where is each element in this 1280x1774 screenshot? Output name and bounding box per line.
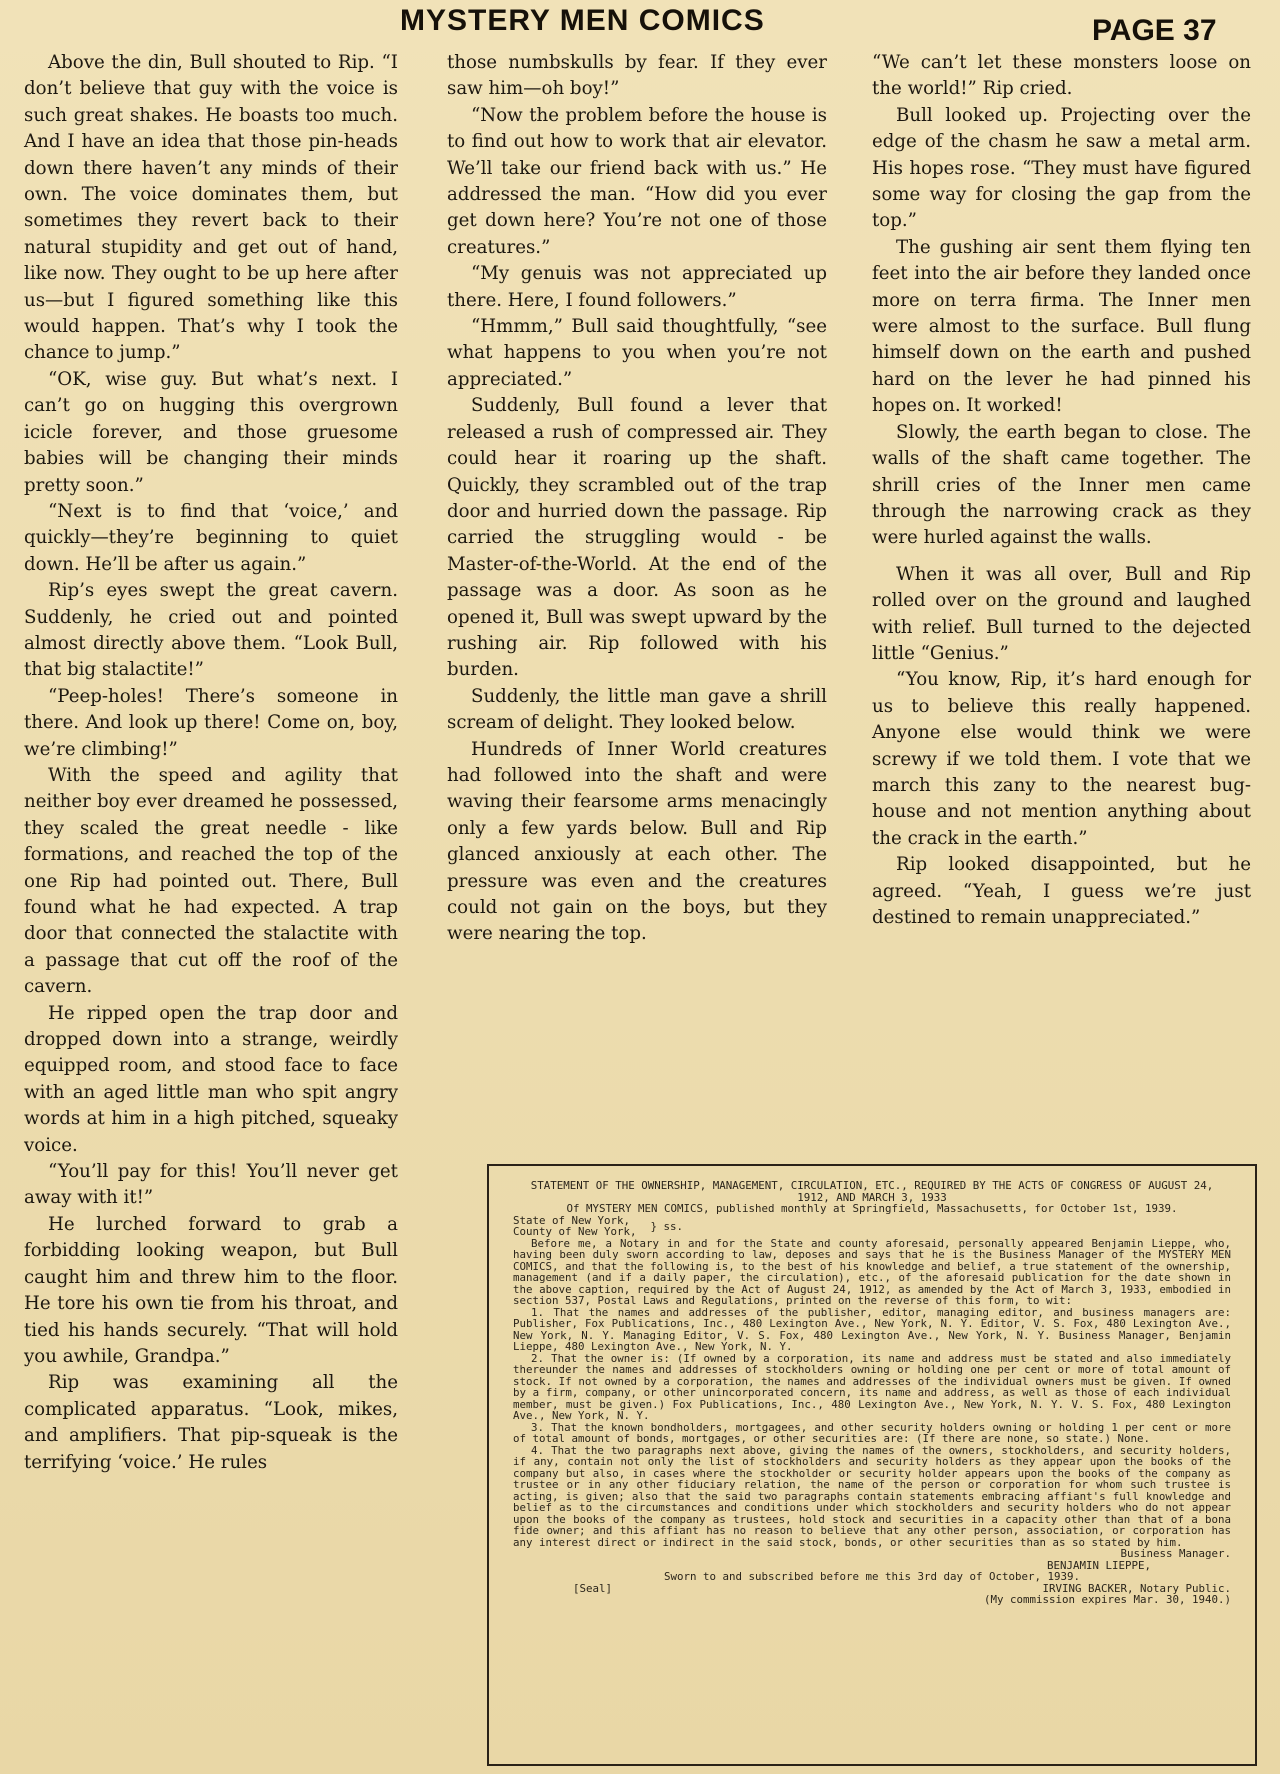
story-column-3 [872,50,1251,931]
statement-paragraph: 3. That the known bondholders, mortgagees, and other security holders owning or holding 1 per cent or more of total amount of bonds, mortgages, or other securities are: (If there are none, so state.) None. [513,1420,1231,1445]
statement-paragraph: 4. That the two paragraphs next above, giving the names of the owners, stockholders, and security holders, if any, contain not only the list of stockholders and security holders as they appear upon the books of the company but also, in cases where the stockholder or security holder appears upon the books of the company as trustee or in any other fiduciary relation, the name of the person or corporation for whom such trustee is acting, is given; also that the said two paragraphs contain statements embracing affiant's full knowledge and belief as to the circumstances and conditions under which stockholders and security holders who do not appear upon the books of the company as trustees, hold stock and securities in a capacity other than that of a bona fide owner; and this affiant has no reason to believe that any other person, association, or corporation has any interest direct or indirect in the said stock, bonds, or other securities than as so stated by him. [513,1443,1231,1549]
story-paragraph: Suddenly, the little man gave a shrill scream of delight. They looked below. [447,685,827,734]
commission-line: (My commission expires Mar. 30, 1940.) [983,1593,1231,1606]
notary-name: IRVING BACKER, Notary Public. [1042,1581,1231,1595]
story-paragraph: “We can’t let these monsters loose on the world!” Rip cried. [872,52,1251,100]
statement-subheading: Of MYSTERY MEN COMICS, published monthly at Springfield, Massachusetts, for October 1st, 1939. [566,1202,1178,1215]
story-paragraph: “You’ll pay for this! You’ll never get away with it!” [24,1161,398,1209]
sworn-line: Sworn to and subscribed before me this 3rd day of October, 1939. [663,1570,1081,1583]
statement-heading: STATEMENT OF THE OWNERSHIP, MANAGEMENT, CIRCULATION, ETC., REQUIRED BY THE ACTS OF CONGRESS OF AUGUST 24, 1912, AND MARCH 3, 1933 [530,1179,1214,1204]
story-paragraph: Above the din, Bull shouted to Rip. “I don’t believe that guy with the voice is such great shakes. He boasts too much. And I have an idea that those pin-heads down there haven’t any minds of their own. The voice dominates them, but sometimes they revert back to their natural stupidity and get out of hand, like now. They ought to be up here after us—but I figured something like this would happen. That’s why I took the chance to jump.” [24,52,398,364]
ss-mark: } ss. [650,1219,684,1233]
story-paragraph: Slowly, the earth began to close. The walls of the shaft came together. The shrill cries of the Inner men came through the narrowing crack as they were hurled against the walls. [872,421,1251,549]
county-line: County of New York, [513,1225,637,1238]
story-paragraph: He ripped open the trap door and dropped down into a strange, weirdly equipped room, and stood face to face with an aged little man who spit angry words at him in a high pitched, squeaky voice. [24,1002,398,1156]
page-number: PAGE 37 [1092,14,1217,47]
signature-title: Business Manager. [1120,1547,1231,1560]
story-paragraph: Bull looked up. Projecting over the edge of the chasm he saw a metal arm. His hopes rose. “They must have figured some way for closing the gap from the top.” [872,104,1251,232]
story-paragraph: “Now the problem before the house is to find out how to work that air elevator. We’ll take our friend back with us.” He addressed the man. “How did you ever get down here? You’re not one of those creatures.” [447,104,827,258]
story-paragraph: When it was all over, Bull and Rip rolled over on the ground and laughed with relief. Bull turned to the dejected little “Genius.” [872,563,1251,664]
story-paragraph: “Hmmm,” Bull said thoughtfully, “see what happens to you when you’re not appreciated.” [447,316,827,390]
story-paragraph: “Next is to find that ‘voice,’ and quickly—they’re beginning to quiet down. He’ll be after us again.” [24,500,398,575]
story-paragraph: “Peep-holes! There’s someone in there. And look up there! Come on, boy, we’re climbing!” [24,685,398,760]
story-paragraph: He lurched forward to grab a forbidding looking weapon, but Bull caught him and threw him to the floor. He tore his own tie from his throat, and tied his hands securely. “That will hold you awhile, Grandpa.” [24,1213,398,1367]
story-paragraph: “My genuis was not appreciated up there. Here, I found followers.” [447,263,827,311]
ownership-statement-box [487,1164,1257,1766]
story-paragraph: Rip’s eyes swept the great cavern. Suddenly, he cried out and pointed almost directly above them. “Look Bull, that big stalactite!” [24,580,398,681]
story-paragraph: The gushing air sent them flying ten feet into the air before they landed once more on terra firma. The Inner men were almost to the surface. Bull flung himself down on the earth and pushed hard on the lever he had pinned his hopes on. It worked! [872,236,1251,417]
state-line: State of New York, [513,1213,631,1227]
signature-name: BENJAMIN LIEPPE, [1046,1558,1151,1572]
story-column-2 [447,50,827,948]
venue-block [513,1215,1231,1238]
page-title: MYSTERY MEN COMICS [400,4,765,37]
story-paragraph: Rip looked disappointed, but he agreed. “Yeah, I guess we’re just destined to remain unappreciated.” [872,854,1251,928]
story-paragraph: Suddenly, Bull found a lever that released a rush of compressed air. They could hear it roaring up the shaft. Quickly, they scrambled out of the trap door and hurried down the passage. Rip carried the struggling would - be Master-of-the-World. At the end of the passage was a door. As soon as he opened it, Bull was swept upward by the rushing air. Rip followed with his burden. [447,395,827,681]
story-paragraph: With the speed and agility that neither boy ever dreamed he possessed, they scaled the great needle - like formations, and reached the top of the one Rip had pointed out. There, Bull found what he had expected. A trap door that connected the stalactite with a passage that cut off the roof of the cavern. [24,764,398,998]
story-column-1 [24,50,398,1476]
statement-paragraph: 2. That the owner is: (If owned by a corporation, its name and address must be stated and also immediately thereunder the names and addresses of stockholders owning or holding one per cent or more of total amount of stock. If not owned by a corporation, the names and addresses of the individual owners must be given. If owned by a firm, company, or other unincorporated concern, its name and address, as well as those of each individual member, must be given.) Fox Publications, Inc., 480 Lexington Ave., New York, N. Y. V. S. Fox, 480 Lexington Ave., New York, N. Y. [513,1351,1231,1422]
story-paragraph: “OK, wise guy. But what’s next. I can’t go on hugging this overgrown icicle forever, and those gruesome babies will be changing their minds pretty soon.” [24,368,398,496]
statement-paragraph: Before me, a Notary in and for the State and county aforesaid, personally appeared Benjamin Lieppe, who, having been duly sworn according to law, deposes and says that he is the Business Manager of the MYSTERY MEN COMICS, and that the following is, to the best of his knowledge and belief, a true statement of the ownership, management (and if a daily paper, the circulation), etc., of the aforesaid publication for the date shown in the above caption, required by the Act of August 24, 1912, as amended by the Act of March 3, 1933, embodied in section 537, Postal Laws and Regulations, printed on the reverse of this form, to wit: [513,1236,1231,1307]
seal-label: [Seal] [573,1581,613,1595]
story-paragraph: “You know, Rip, it’s hard enough for us to believe this really happened. Anyone else would think we were screwy if we told them. I vote that we march this zany to the nearest bug-house and not mention anything about the crack in the earth.” [872,669,1251,849]
story-paragraph: Rip was examining all the complicated apparatus. “Look, mikes, and amplifiers. That pip-squeak is the terrifying ‘voice.’ He rules [24,1372,398,1473]
story-paragraph: those numbskulls by fear. If they ever saw him—oh boy!” [447,52,827,100]
story-paragraph: Hundreds of Inner World creatures had followed into the shaft and were waving their fearsome arms menacingly only a few yards below. Bull and Rip glanced anxiously at each other. The pressure was even and the creatures could not gain on the boys, but they were nearing the top. [447,738,827,945]
statement-paragraph: 1. That the names and addresses of the publisher, editor, managing editor, and business managers are: Publisher, Fox Publications, Inc., 480 Lexington Ave., New York, N. Y. Editor, V. S. Fox, 480 Lexington Ave., New York, N. Y. Managing Editor, V. S. Fox, 480 Lexington Ave., New York, N. Y. Business Manager, Benjamin Lieppe, 480 Lexington Ave., New York, N. Y. [513,1305,1231,1353]
